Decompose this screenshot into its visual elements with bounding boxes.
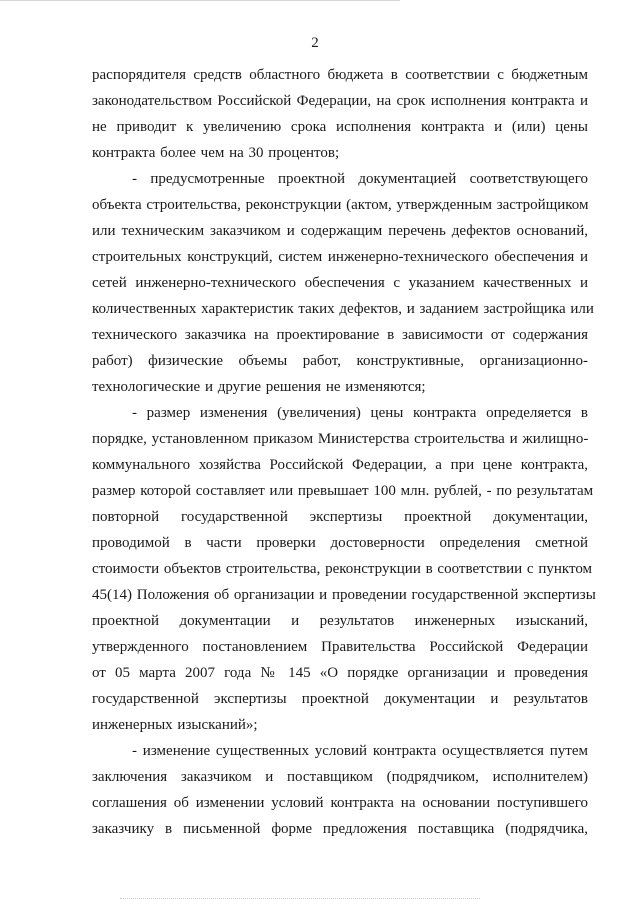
text-line: контракта более чем на 30 процентов; [92, 145, 340, 161]
text-line: - предусмотренные проектной документацией соответствующего [132, 171, 588, 187]
text-line: инженерных изысканий»; [92, 717, 258, 733]
text-line: размер которой составляет или превышает 100 млн. рублей, - по результатам [92, 483, 594, 499]
text-line: стоимости объектов строительства, реконструкции в соответствии с пунктом [92, 561, 593, 577]
text-line: технического заказчика на проектирование в зависимости от содержания [92, 327, 588, 343]
text-line: - изменение существенных условий контракта осуществляется путем [132, 743, 588, 759]
text-line: коммунального хозяйства Российской Федерации, а при цене контракта, [92, 457, 588, 473]
text-line: заключения заказчиком и поставщиком (подрядчиком, исполнителем) [92, 769, 588, 785]
text-line: проектной документации и результатов инженерных изысканий, [92, 613, 588, 629]
page-number: 2 [311, 35, 319, 51]
text-line: не приводит к увеличению срока исполнения контракта и (или) цены [92, 119, 588, 135]
text-line: 45(14) Положения об организации и проведении государственной экспертизы [92, 587, 596, 603]
document-body [92, 62, 596, 842]
top-edge-line [0, 0, 400, 1]
bottom-edge-line [120, 898, 480, 899]
text-line: технологические и другие решения не изменяются; [92, 379, 426, 395]
text-line: распорядителя средств областного бюджета в соответствии с бюджетным [92, 67, 588, 83]
text-line: заказчику в письменной форме предложения поставщика (подрядчика, [92, 821, 588, 837]
text-line: государственной экспертизы проектной документации и результатов [92, 691, 588, 707]
text-line: порядке, установленном приказом Министерства строительства и жилищно- [92, 431, 589, 447]
text-line: соглашения об изменении условий контракта на основании поступившего [92, 795, 588, 811]
text-line: проводимой в части проверки достоверности определения сметной [92, 535, 588, 551]
paragraph [92, 400, 596, 738]
paragraph [92, 62, 588, 166]
paragraph [92, 166, 594, 400]
text-line: работ) физические объемы работ, конструктивные, организационно- [92, 353, 588, 369]
text-line: - размер изменения (увеличения) цены контракта определяется в [132, 405, 588, 421]
text-line: объекта строительства, реконструкции (актом, утвержденным застройщиком [92, 197, 589, 213]
text-line: повторной государственной экспертизы проектной документации, [92, 509, 588, 525]
text-line: количественных характеристик таких дефектов, и заданием застройщика или [92, 301, 594, 317]
paragraph [92, 738, 588, 842]
text-line: или техническим заказчиком и содержащим перечень дефектов оснований, [92, 223, 588, 239]
text-line: утвержденного постановлением Правительства Российской Федерации [92, 639, 588, 655]
text-line: от 05 марта 2007 года № 145 «О порядке организации и проведения [92, 665, 588, 681]
text-line: сетей инженерно-технического обеспечения с указанием качественных и [92, 275, 588, 291]
text-line: строительных конструкций, систем инженерно-технического обеспечения и [92, 249, 588, 265]
text-line: законодательством Российской Федерации, на срок исполнения контракта и [92, 93, 588, 109]
